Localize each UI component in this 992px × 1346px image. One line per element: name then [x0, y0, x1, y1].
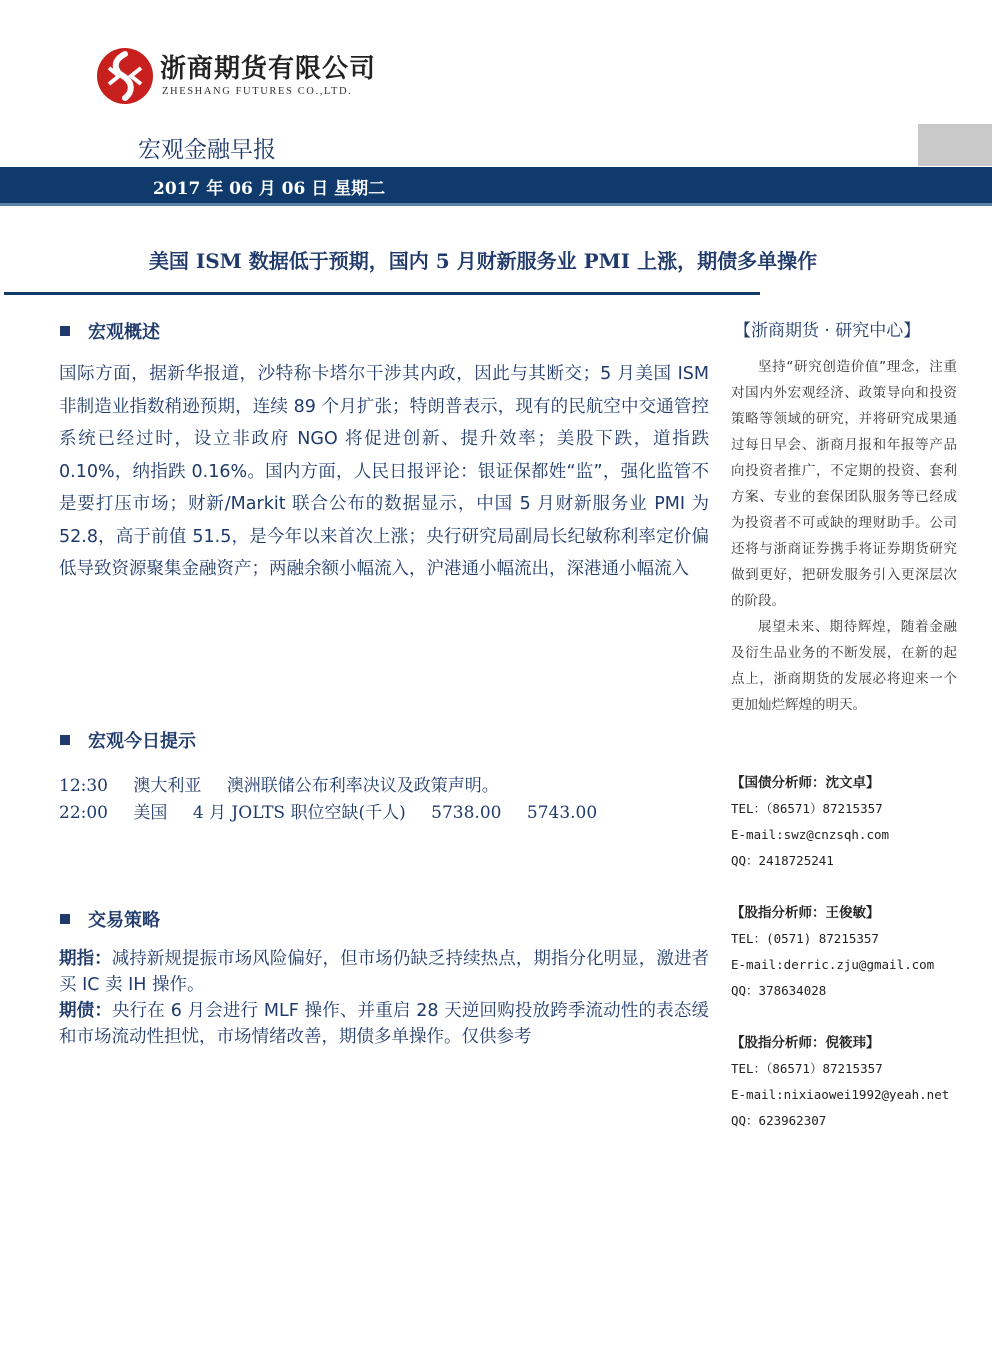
- analyst-qq: QQ：2418725241: [731, 853, 834, 868]
- headline-divider: [4, 292, 760, 295]
- analyst-name: 【股指分析师：倪筱玮】: [731, 1035, 880, 1051]
- strategy-body: 央行在 6 月会进行 MLF 操作、并重启 28 天逆回购投放跨季流动性的表态缓和市场流动性担忧，市场情绪改善，期债多单操作。仅供参考: [59, 1001, 709, 1047]
- event-name: 澳洲联储公布利率决议及政策声明。: [226, 776, 499, 796]
- analyst-tel: TEL：(0571) 87215357: [731, 931, 879, 946]
- research-center-intro: [731, 354, 957, 718]
- analyst-card: [731, 900, 934, 1004]
- strategy-body: 减持新规提振市场风险偏好，但市场仍缺乏持续热点，期指分化明显，激进者买 IC 卖 IH 操作。: [59, 949, 710, 995]
- company-logo: [95, 46, 155, 106]
- header-decoration: [918, 124, 992, 166]
- event-previous-value: 5738.00: [431, 803, 502, 823]
- section-title: 宏观今日提示: [88, 731, 196, 752]
- strategy-label: 期指：: [59, 949, 112, 969]
- intro-paragraph: 展望未来、期待辉煌，随着金融及衍生品业务的不断发展，在新的起点上，浙商期货的发展必将迎来一个更加灿烂辉煌的明天。: [731, 619, 957, 713]
- company-name-en: ZHESHANG FUTURES CO.,LTD.: [162, 86, 353, 97]
- bullet-square-icon: [60, 326, 70, 336]
- strategy-item-index-futures: [59, 946, 709, 998]
- date-bar: [0, 167, 992, 206]
- section-title: 交易策略: [88, 910, 160, 931]
- calendar-row: [59, 798, 617, 823]
- analyst-tel: TEL：（86571）87215357: [731, 801, 883, 816]
- research-center-heading: 【浙商期货 · 研究中心】: [734, 321, 921, 341]
- analyst-name: 【国债分析师：沈文卓】: [731, 775, 880, 791]
- event-region: 澳大利亚: [133, 776, 202, 796]
- analyst-card: [731, 770, 889, 874]
- analyst-email[interactable]: E-mail:derric.zju@gmail.com: [731, 957, 935, 972]
- analyst-email[interactable]: E-mail:swz@cnzsqh.com: [731, 827, 890, 842]
- calendar-row: [59, 771, 519, 796]
- section-strategy-heading: [60, 906, 160, 932]
- analyst-name: 【股指分析师：王俊敏】: [731, 905, 880, 921]
- event-time: 12:30: [59, 776, 108, 796]
- section-today-heading: [60, 727, 196, 753]
- analyst-tel: TEL：（86571）87215357: [731, 1061, 883, 1076]
- event-time: 22:00: [59, 803, 108, 823]
- analyst-email[interactable]: E-mail:nixiaowei1992@yeah.net: [731, 1087, 950, 1102]
- strategy-item-bond-futures: [59, 998, 709, 1050]
- report-date: 2017 年 06 月 06 日 星期二: [153, 179, 386, 199]
- intro-paragraph: 坚持“研究创造价值”理念，注重对国内外宏观经济、政策导向和投资策略等领域的研究，并将研究成果通过每日早会、浙商月报和年报等产品向投资者推广，不定期的投资、套利方案、专业的套保团队服务等已经成为投资者不可或缺的理财助手。公司还将与浙商证券携手将证券期货研究做到更好，把研发服务引入更深层次的阶段。: [731, 359, 957, 609]
- event-name: 4 月 JOLTS 职位空缺(千人): [192, 803, 406, 823]
- event-region: 美国: [133, 803, 168, 823]
- section-overview-heading: [60, 318, 160, 344]
- company-name-cn: 浙商期货有限公司: [160, 54, 377, 84]
- bullet-square-icon: [60, 914, 70, 924]
- event-forecast-value: 5743.00: [526, 803, 598, 823]
- headline: 美国 ISM 数据低于预期，国内 5 月财新服务业 PMI 上涨，期债多单操作: [148, 249, 818, 273]
- strategy-text: [59, 946, 709, 1050]
- report-title: 宏观金融早报: [138, 137, 276, 163]
- section-title: 宏观概述: [88, 322, 160, 343]
- bullet-square-icon: [60, 735, 70, 745]
- strategy-label: 期债：: [59, 1001, 112, 1021]
- analyst-qq: QQ：378634028: [731, 983, 827, 998]
- analyst-card: [731, 1030, 949, 1134]
- overview-text: 国际方面，据新华报道，沙特称卡塔尔干涉其内政，因此与其断交；5 月美国 ISM 非制造业指数稍逊预期，连续 89 个月扩张；特朗普表示，现有的民航空中交通管控系统已经过时，设立非政府 NGO 将促进创新、提升效率；美股下跌，道指跌 0.10%，纳指跌 0.16%。国内方面，人民日报评论：银证保都姓“监”，强化监管不是要打压市场；财新/Markit 联合公布的数据显示，中国 5 月财新服务业 PMI 为 52.8，高于前值 51.5，是今年以来首次上涨；央行研究局副局长纪敏称利率定价偏低导致资源聚集金融资产；两融余额小幅流入，沪港通小幅流出，深港通小幅流入: [59, 364, 709, 579]
- analyst-qq: QQ：623962307: [731, 1113, 827, 1128]
